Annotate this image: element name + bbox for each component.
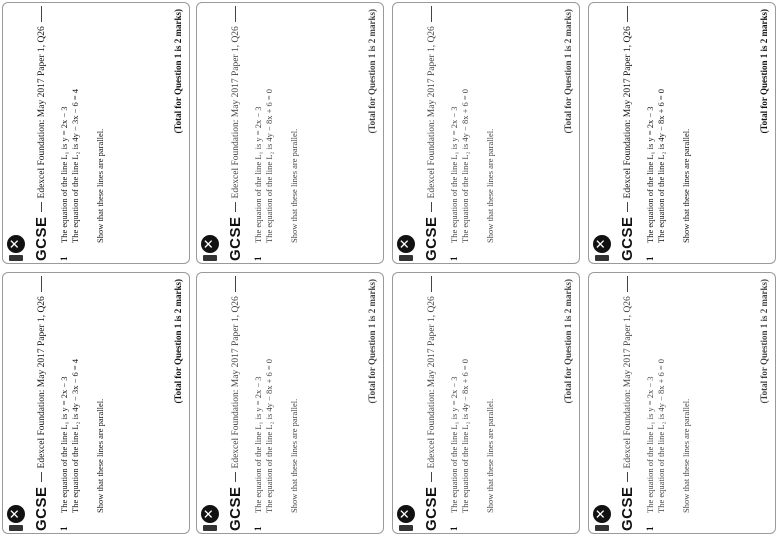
instruction-text: Show that these lines are parallel.: [485, 128, 495, 243]
question-number: 1: [645, 256, 655, 261]
pen-icon: [595, 525, 609, 531]
question-number: 1: [449, 526, 459, 531]
instruction-text: Show that these lines are parallel.: [289, 128, 299, 243]
question-body: [253, 89, 300, 243]
question-body: [645, 89, 692, 243]
gcse-label: GCSE: [423, 486, 440, 531]
question-card: [392, 2, 580, 264]
card-header: [227, 6, 244, 261]
exam-logo: [7, 235, 25, 261]
question-card: [2, 272, 190, 534]
question-card: [588, 272, 776, 534]
pen-icon: [399, 525, 413, 531]
question-card: [196, 2, 384, 264]
header-rule: [431, 276, 432, 292]
equation-line-1: The equation of the line L₁ is y = 2x − 3: [59, 106, 69, 243]
card-header: [33, 6, 50, 261]
total-marks: (Total for Question 1 is 2 marks): [173, 9, 183, 134]
question-number: 1: [59, 256, 69, 261]
question-body: [59, 359, 106, 513]
exam-logo: [593, 235, 611, 261]
exam-logo: [201, 505, 219, 531]
question-number: 1: [253, 526, 263, 531]
question-card: [588, 2, 776, 264]
total-marks: (Total for Question 1 is 2 marks): [367, 279, 377, 404]
card-header: [227, 276, 244, 531]
instruction-text: Show that these lines are parallel.: [681, 128, 691, 243]
equation-line-2: The equation of the line L₂ is 4y − 8x + 6 = 0: [656, 358, 666, 513]
gcse-label: GCSE: [619, 486, 636, 531]
total-marks: (Total for Question 1 is 2 marks): [563, 9, 573, 134]
source-label: Edexcel Foundation: May 2017 Paper 1, Q26: [622, 296, 633, 469]
source-label: Edexcel Foundation: May 2017 Paper 1, Q26: [622, 26, 633, 199]
question-card: [196, 272, 384, 534]
equation-line-2: The equation of the line L₂ is 4y − 8x + 6 = 0: [460, 88, 470, 243]
header-rule: [627, 6, 628, 22]
pen-icon: [9, 255, 23, 261]
instruction-text: Show that these lines are parallel.: [485, 398, 495, 513]
total-marks: (Total for Question 1 is 2 marks): [173, 279, 183, 404]
close-x-icon: [593, 235, 611, 253]
card-header: [33, 276, 50, 531]
total-marks: (Total for Question 1 is 2 marks): [759, 9, 769, 134]
header-rule: [431, 472, 432, 482]
header-rule: [431, 6, 432, 22]
total-marks: (Total for Question 1 is 2 marks): [563, 279, 573, 404]
equation-line-1: The equation of the line L₁ is y = 2x − 3: [449, 106, 459, 243]
card-header: [619, 276, 636, 531]
header-rule: [41, 472, 42, 482]
close-x-icon: [593, 505, 611, 523]
header-rule: [627, 276, 628, 292]
equation-line-1: The equation of the line L₁ is y = 2x − 3: [253, 376, 263, 513]
close-x-icon: [397, 505, 415, 523]
instruction-text: Show that these lines are parallel.: [681, 398, 691, 513]
question-number: 1: [449, 256, 459, 261]
instruction-text: Show that these lines are parallel.: [95, 128, 105, 243]
question-number: 1: [59, 526, 69, 531]
equation-line-2: The equation of the line L₂ is 4y − 8x + 6 = 0: [264, 88, 274, 243]
pen-icon: [203, 525, 217, 531]
header-rule: [41, 202, 42, 212]
header-rule: [431, 202, 432, 212]
instruction-text: Show that these lines are parallel.: [95, 398, 105, 513]
header-rule: [627, 472, 628, 482]
source-label: Edexcel Foundation: May 2017 Paper 1, Q26: [426, 26, 437, 199]
source-label: Edexcel Foundation: May 2017 Paper 1, Q26: [36, 296, 47, 469]
pen-icon: [595, 255, 609, 261]
gcse-label: GCSE: [227, 486, 244, 531]
question-card: [2, 2, 190, 264]
gcse-label: GCSE: [423, 216, 440, 261]
gcse-label: GCSE: [227, 216, 244, 261]
close-x-icon: [7, 505, 25, 523]
exam-logo: [201, 235, 219, 261]
close-x-icon: [397, 235, 415, 253]
question-number: 1: [645, 526, 655, 531]
question-body: [449, 89, 496, 243]
header-rule: [235, 6, 236, 22]
close-x-icon: [201, 505, 219, 523]
close-x-icon: [201, 235, 219, 253]
exam-logo: [593, 505, 611, 531]
question-body: [59, 89, 106, 243]
instruction-text: Show that these lines are parallel.: [289, 398, 299, 513]
gcse-label: GCSE: [33, 486, 50, 531]
equation-line-2: The equation of the line L₂ is 4y − 3x − 6 = 4: [70, 88, 80, 243]
pen-icon: [203, 255, 217, 261]
equation-line-1: The equation of the line L₁ is y = 2x − 3: [645, 106, 655, 243]
pen-icon: [399, 255, 413, 261]
header-rule: [41, 6, 42, 22]
close-x-icon: [7, 235, 25, 253]
card-header: [619, 6, 636, 261]
gcse-label: GCSE: [619, 216, 636, 261]
equation-line-2: The equation of the line L₂ is 4y − 8x + 6 = 0: [264, 358, 274, 513]
exam-logo: [397, 505, 415, 531]
header-rule: [235, 202, 236, 212]
total-marks: (Total for Question 1 is 2 marks): [367, 9, 377, 134]
pen-icon: [9, 525, 23, 531]
question-body: [253, 359, 300, 513]
header-rule: [41, 276, 42, 292]
source-label: Edexcel Foundation: May 2017 Paper 1, Q26: [230, 26, 241, 199]
question-card: [392, 272, 580, 534]
exam-logo: [397, 235, 415, 261]
header-rule: [627, 202, 628, 212]
gcse-label: GCSE: [33, 216, 50, 261]
card-header: [423, 6, 440, 261]
equation-line-1: The equation of the line L₁ is y = 2x − 3: [253, 106, 263, 243]
source-label: Edexcel Foundation: May 2017 Paper 1, Q26: [36, 26, 47, 199]
equation-line-1: The equation of the line L₁ is y = 2x − 3: [645, 376, 655, 513]
question-body: [645, 359, 692, 513]
card-header: [423, 276, 440, 531]
equation-line-2: The equation of the line L₂ is 4y − 8x + 6 = 0: [656, 88, 666, 243]
source-label: Edexcel Foundation: May 2017 Paper 1, Q26: [230, 296, 241, 469]
equation-line-2: The equation of the line L₂ is 4y − 8x + 6 = 0: [460, 358, 470, 513]
total-marks: (Total for Question 1 is 2 marks): [759, 279, 769, 404]
equation-line-1: The equation of the line L₁ is y = 2x − 3: [59, 376, 69, 513]
equation-line-2: The equation of the line L₂ is 4y − 3x − 6 = 4: [70, 358, 80, 513]
question-number: 1: [253, 256, 263, 261]
header-rule: [235, 472, 236, 482]
header-rule: [235, 276, 236, 292]
source-label: Edexcel Foundation: May 2017 Paper 1, Q26: [426, 296, 437, 469]
equation-line-1: The equation of the line L₁ is y = 2x − 3: [449, 376, 459, 513]
question-body: [449, 359, 496, 513]
exam-logo: [7, 505, 25, 531]
